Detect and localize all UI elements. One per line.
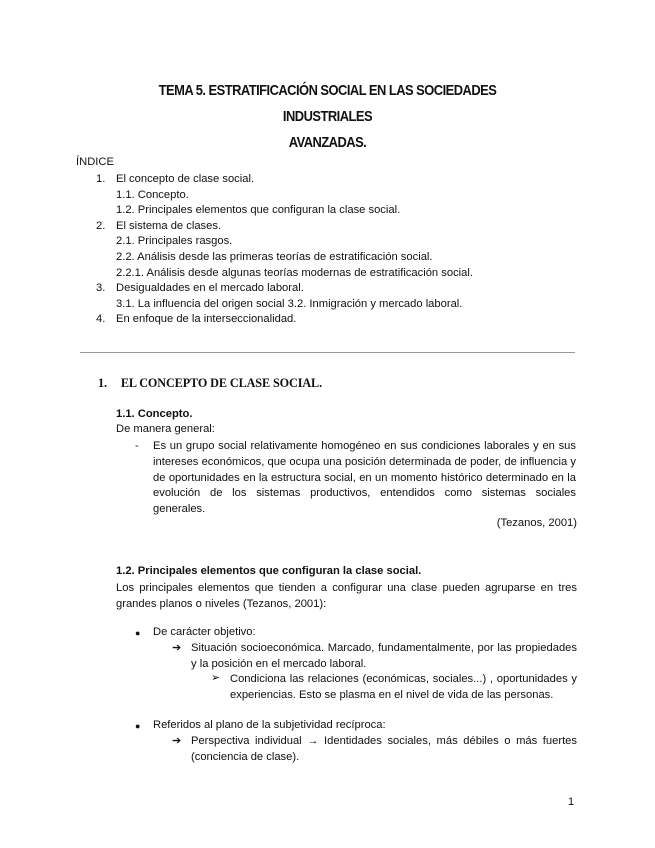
title-line-2: AVANZADAS.	[288, 134, 367, 151]
sub-arrow-conditions: Condiciona las relaciones (económicas, sociales...) , oportunidades y experiencias. Esto se plasma en el nivel de vida de las personas.	[230, 673, 577, 701]
section-1-heading	[98, 376, 322, 392]
index-number: 2.	[96, 219, 106, 232]
index-item: El sistema de clases.	[116, 219, 222, 232]
index-number: 1.	[96, 173, 106, 185]
bullet-icon: ●	[135, 721, 141, 731]
class-definition-quote: Es un grupo social relativamente homogéneo en sus condiciones laborales y en sus intereses económicos, que ocupa una posición determinada de poder, de influencia y de oportunidades en la estructura social, en un momento histórico determinado en la evolución de los sistemas productivos, entendidos como sistemas sociales generales.	[153, 440, 576, 516]
subsection-1-2-heading: 1.2. Principales elementos que configuran la clase social.	[116, 565, 422, 577]
section-divider	[80, 352, 575, 353]
title-line-1: TEMA 5. ESTRATIFICACIÓN SOCIAL EN LAS SOCIEDADES INDUSTRIALES	[158, 82, 497, 125]
index-item: El concepto de clase social.	[116, 173, 255, 185]
index-item: Desigualdades en el mercado laboral.	[116, 282, 304, 295]
section-1-title: EL CONCEPTO DE CLASE SOCIAL.	[120, 376, 323, 390]
index-heading: ÍNDICE	[76, 156, 114, 168]
arrow-socioeconomic: Situación socioeconómica. Marcado, fundamentalmente, por las propiedades y la posición en el mercado laboral.	[191, 642, 577, 670]
dash-marker: -	[135, 440, 139, 452]
bullet-subjectivity: Referidos al plano de la subjetividad recíproca:	[153, 719, 386, 731]
index-item: 1.1. Concepto.	[116, 188, 189, 201]
arrow-icon: ➔	[172, 735, 182, 747]
bullet-icon: ●	[135, 628, 141, 638]
index-item: 3.1. La influencia del origen social 3.2. Inmigración y mercado laboral.	[116, 297, 463, 310]
index-item: 2.1. Principales rasgos.	[116, 235, 233, 248]
subsection-1-1-heading: 1.1. Concepto.	[116, 408, 193, 420]
sub-arrow-icon: ➢	[211, 672, 221, 684]
page-number: 1	[568, 796, 575, 808]
subsection-1-2-intro: Los principales elementos que tienden a configurar una clase pueden agruparse en tres grandes planos o niveles (Tezanos, 2001):	[116, 582, 577, 610]
index-item: 1.2. Principales elementos que configuran la clase social.	[116, 204, 401, 217]
citation: (Tezanos, 2001)	[496, 517, 577, 529]
subsection-1-1-intro: De manera general:	[116, 423, 215, 435]
arrow-icon: ➔	[172, 642, 182, 654]
document-title	[115, 78, 541, 156]
index-item: En enfoque de la interseccionalidad.	[116, 313, 297, 326]
index-number: 3.	[96, 282, 106, 295]
bullet-objective: De carácter objetivo:	[153, 626, 256, 638]
section-1-number: 1.	[98, 376, 107, 390]
arrow-individual-perspective: Perspectiva individual → Identidades sociales, más débiles o más fuertes (conciencia de clase).	[191, 735, 577, 763]
index-item: 2.2.1. Análisis desde algunas teorías modernas de estratificación social.	[116, 266, 473, 279]
index-item: 2.2. Análisis desde las primeras teorías de estratificación social.	[116, 251, 433, 263]
index-number: 4.	[96, 313, 106, 326]
